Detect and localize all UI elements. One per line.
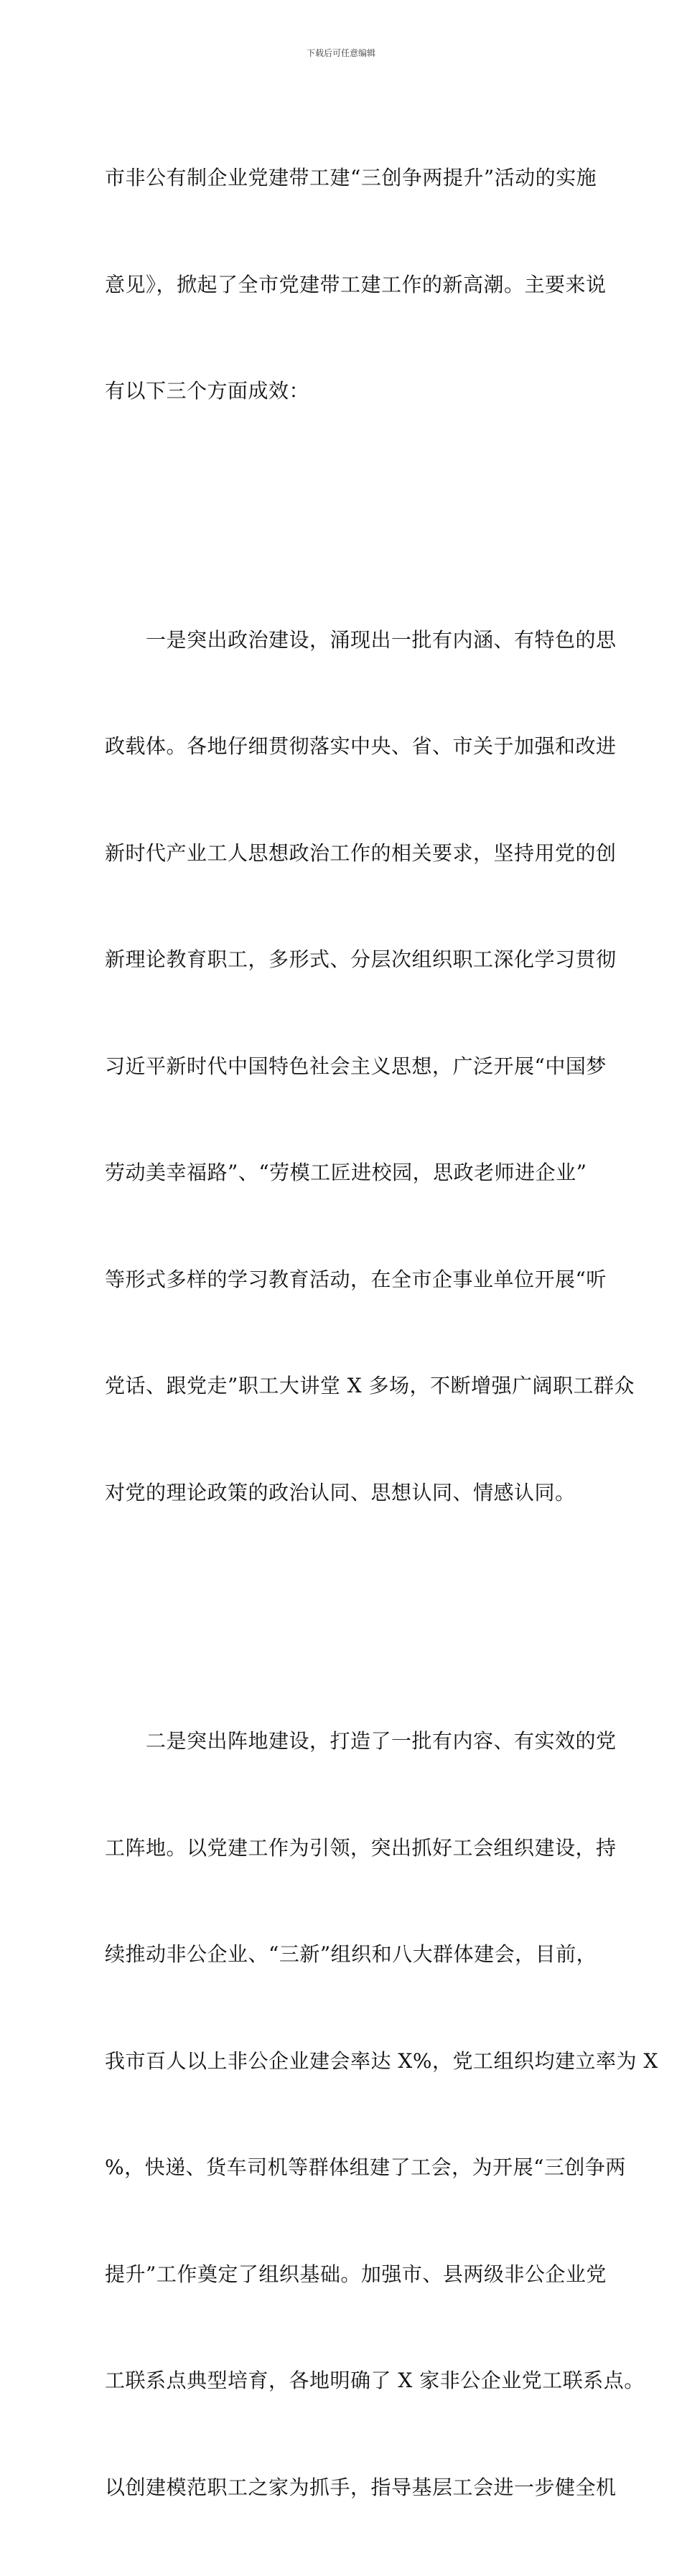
text-line: 等形式多样的学习教育活动，在全市企事业单位开展“听 bbox=[105, 1267, 607, 1291]
paragraph-intro bbox=[105, 89, 607, 480]
text-line: 新理论教育职工，多形式、分层次组织职工深化学习贯彻 bbox=[105, 947, 617, 971]
text-line: 政载体。各地仔细贯彻落实中央、省、市关于加强和改进 bbox=[105, 734, 617, 758]
text-line: 工阵地。以党建工作为引领，突出抓好工会组织建设，持 bbox=[105, 1835, 617, 1860]
text-line: 以创建模范职工之家为抓手，指导基层工会进一步健全机 bbox=[105, 2475, 617, 2499]
document-body bbox=[105, 89, 658, 2576]
paragraph-gap bbox=[105, 480, 581, 551]
text-line: 工联系点典型培育，各地明确了 X 家非公企业党工联系点。 bbox=[105, 2369, 645, 2392]
paragraph-position bbox=[105, 1652, 658, 2576]
text-line: 党话、跟党走”职工大讲堂 X 多场，不断增强广阔职工群众 bbox=[105, 1374, 635, 1397]
text-line: 习近平新时代中国特色社会主义思想，广泛开展“中国梦 bbox=[105, 1054, 607, 1078]
text-line: 提升”工作奠定了组织基础。加强市、县两级非公企业党 bbox=[105, 2262, 607, 2286]
text-line: 续推动非公企业、“三新”组织和八大群体建会，目前， bbox=[105, 1942, 597, 1966]
text-line: 对党的理论政策的政治认同、思想认同、情感认同。 bbox=[105, 1480, 576, 1504]
text-line: 意见》，掀起了全市党建带工建工作的新高潮。主要来说 bbox=[105, 272, 607, 296]
paragraph-gap bbox=[105, 1581, 581, 1652]
paragraph-political bbox=[105, 551, 635, 1582]
page-header: 下载后可任意编辑 bbox=[306, 48, 375, 58]
text-line: 有以下三个方面成效： bbox=[105, 379, 310, 403]
text-line: 劳动美幸福路”、“劳模工匠进校园，思政老师进企业” bbox=[105, 1161, 587, 1184]
text-line: %，快递、货车司机等群体组建了工会，为开展“三创争两 bbox=[105, 2155, 626, 2179]
text-line: 一是突出政治建设，涌现出一批有内涵、有特色的思 bbox=[105, 627, 617, 652]
text-line: 新时代产业工人思想政治工作的相关要求，坚持用党的创 bbox=[105, 840, 617, 865]
text-line: 二是突出阵地建设，打造了一批有内容、有实效的党 bbox=[105, 1729, 617, 1753]
text-line: 我市百人以上非公企业建会率达 X%，党工组织均建立率为 X bbox=[105, 2048, 658, 2073]
text-line: 市非公有制企业党建带工建“三创争两提升”活动的实施 bbox=[105, 166, 597, 189]
